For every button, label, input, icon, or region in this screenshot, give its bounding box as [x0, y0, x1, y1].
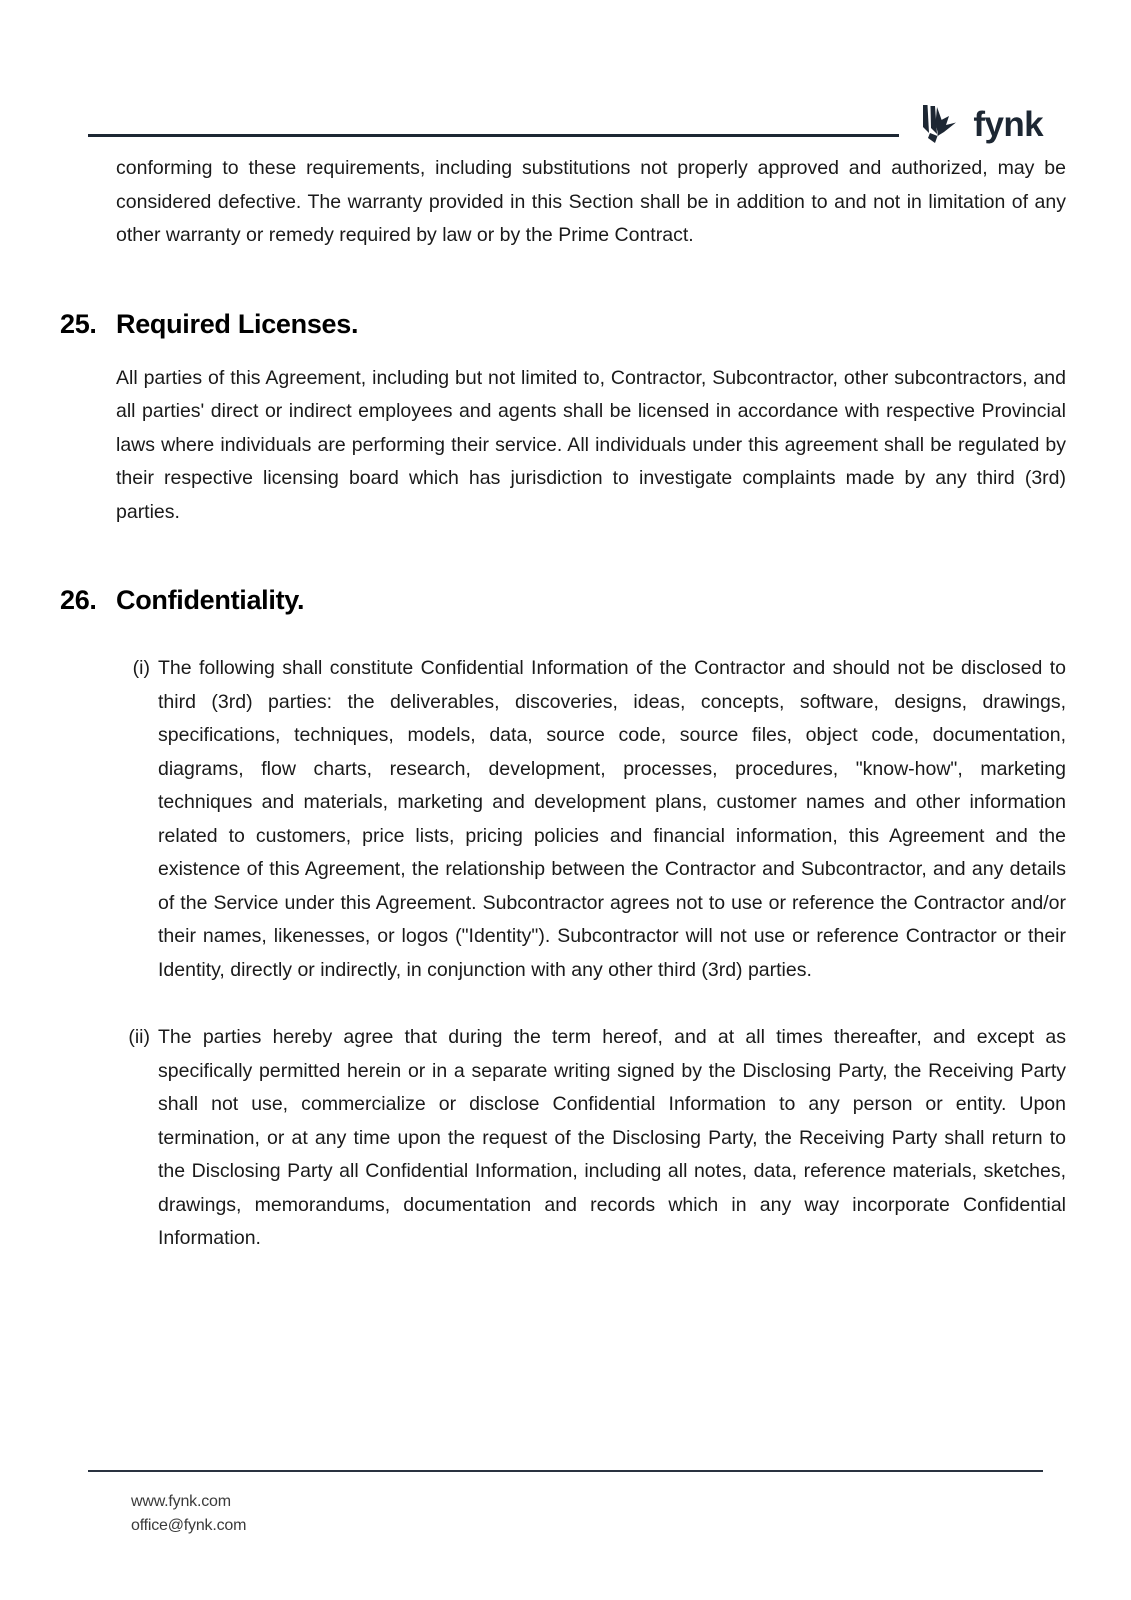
footer-website[interactable]: www.fynk.com	[131, 1493, 231, 1510]
page-footer	[88, 1470, 1043, 1538]
list-item-marker-i: (i)	[132, 657, 150, 679]
section-number-25: 25.	[60, 308, 97, 339]
footer-email[interactable]: office@fynk.com	[131, 1517, 247, 1534]
section-heading-26	[60, 585, 1071, 616]
section-title-25: Required Licenses.	[116, 308, 359, 339]
brand-name: fynk	[973, 104, 1043, 144]
list-item-marker-ii: (ii)	[128, 1026, 150, 1048]
footer-contact	[88, 1490, 1043, 1538]
list-item	[60, 1021, 1071, 1256]
section-26-list	[60, 652, 1071, 1256]
footer-divider	[88, 1470, 1043, 1472]
section-number-26: 26.	[60, 585, 97, 615]
section-25-paragraph: All parties of this Agreement, including but not limited to, Contractor, Subcontractor, other subcontractors, and all parties' direct or indirect employees and agents shall be licensed in accordance with respective Provincial laws where individuals are performing their service. All individuals under this agreement shall be regulated by their respective licensing board which has jurisdiction to investigate complaints made by any third (3rd) parties.	[116, 366, 1066, 523]
brand-logo	[917, 103, 1043, 145]
document-body	[60, 152, 1071, 1290]
intro-paragraph: conforming to these requirements, including substitutions not properly approved and authorized, may be considered defective. The warranty provided in this Section shall be in addition to and not in limitation of any other warranty or remedy required by law or by the Prime Contract.	[116, 157, 1066, 246]
origami-bird-logo-icon	[917, 103, 963, 145]
list-item-text-ii: The parties hereby agree that during the term hereof, and at all times thereafter, and except as specifically permitted herein or in a separate writing signed by the Disclosing Party, the Receiving Party shall not use, commercialize or disclose Confidential Information to any person or entity. Upon termination, or at any time upon the request of the Disclosing Party, the Receiving Party shall return to the Disclosing Party all Confidential Information, including all notes, data, reference materials, sketches, drawings, memorandums, documentation and records which in any way incorporate Confidential Information.	[158, 1026, 1066, 1249]
header-divider	[88, 134, 899, 137]
section-title-26: Confidentiality.	[116, 585, 305, 615]
list-item-text-i: The following shall constitute Confidential Information of the Contractor and should not be disclosed to third (3rd) parties: the deliverables, discoveries, ideas, concepts, software, designs, drawings, specifications, techniques, models, data, source code, source files, object code, documentation, diagrams, flow charts, research, development, processes, procedures, "know-how", marketing techniques and materials, marketing and development plans, customer names and other information related to customers, price lists, pricing policies and financial information, this Agreement and the existence of this Agreement, the relationship between the Contractor and Subcontractor, and any details of the Service under this Agreement. Subcontractor agrees not to use or reference the Contractor and/or their names, likenesses, or logos ("Identity"). Subcontractor will not use or reference Contractor or their Identity, directly or indirectly, in conjunction with any other third (3rd) parties.	[158, 657, 1066, 981]
section-heading-25	[60, 309, 1071, 340]
list-item	[60, 652, 1071, 987]
page-header	[88, 96, 1043, 152]
